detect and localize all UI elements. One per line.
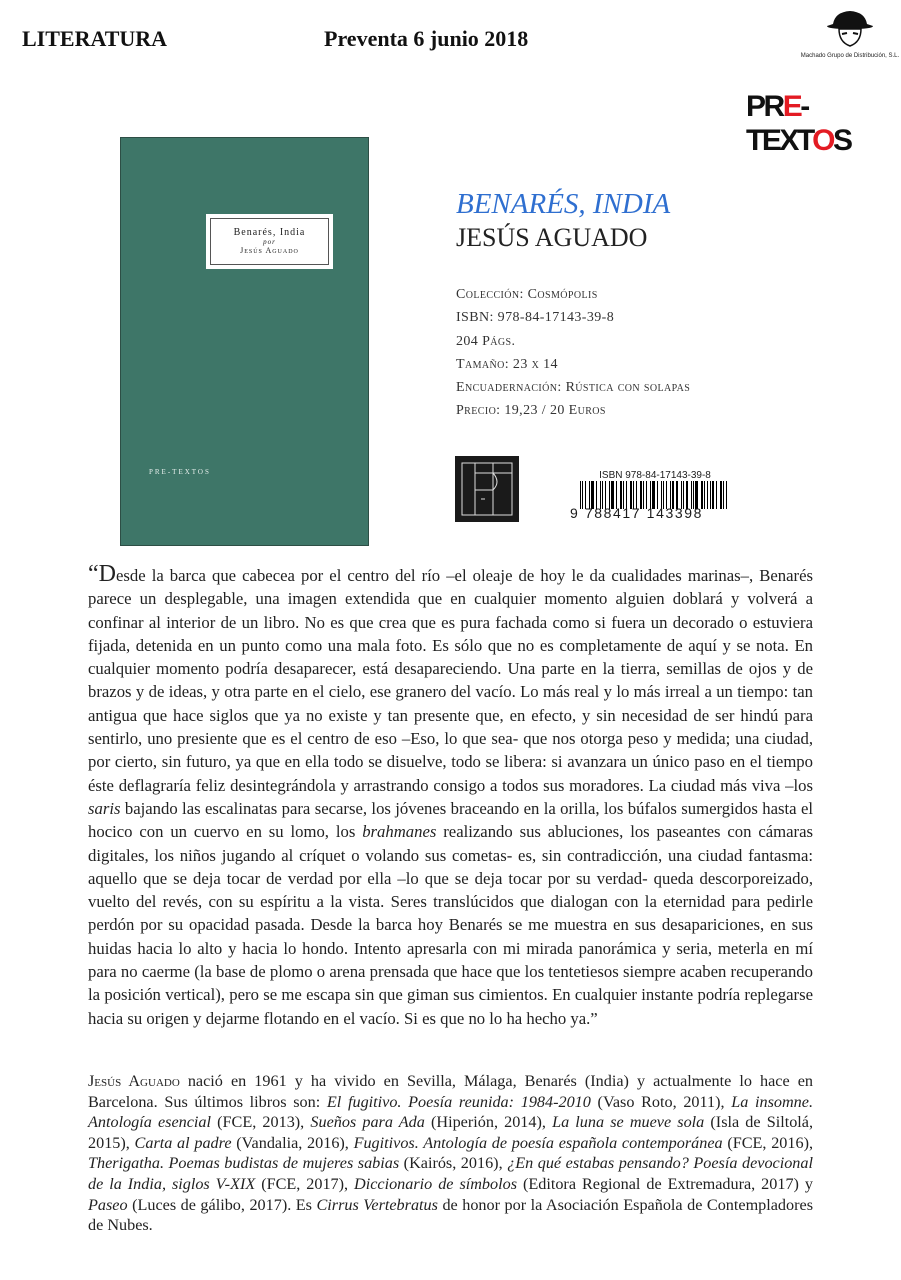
barcode-bar (716, 481, 717, 509)
bio-segment: (Isla de Siltolá, 2015), (88, 1113, 814, 1152)
price: Precio: 19,23 / 20 Euros (456, 403, 606, 419)
bio-segment: (Kairós, 2016), (399, 1154, 508, 1173)
bio-author-name: Jesús Aguado (88, 1072, 180, 1090)
bio-segment: nació en 1961 y ha vivido en Sevilla, Málaga, Benarés (India) y actualmente lo hace en Barcelona. Sus últimos libros son: (88, 1072, 813, 1111)
book-author: JESÚS AGUADO (456, 223, 648, 252)
collection: Colección: Cosmópolis (456, 287, 598, 302)
bio-segment: Diccionario de símbolos (354, 1174, 518, 1193)
book-meta (456, 283, 690, 423)
binding: Encuadernación: Rústica con solapas (456, 380, 691, 396)
bio-segment: de honor por la Asociación Española de Contempladores de Nubes. (88, 1195, 813, 1235)
barcode-bar (723, 481, 724, 509)
cover-title: Benarés, India (233, 227, 306, 238)
barcode-bar (726, 481, 727, 509)
barcode-digits: 9 788417 143398 (570, 505, 703, 521)
book-title: BENARÉS, INDIA (456, 188, 671, 220)
size: Tamaño: 23 x 14 (456, 356, 558, 372)
barcode-isbn: ISBN 978-84-17143-39-8 (599, 470, 711, 481)
cover-label (206, 214, 333, 269)
cover-author: Jesús Aguado (240, 246, 299, 255)
quote-segment: “D (88, 561, 116, 587)
bio-segment: (FCE, 2013), (211, 1113, 311, 1132)
bio-segment: Sueños para Ada (310, 1113, 425, 1132)
barcode-bar (710, 481, 711, 509)
bio-segment: La insomne. Antología esencial (88, 1092, 813, 1132)
barcode-bar (720, 481, 723, 509)
barcode-bar (712, 481, 714, 509)
pages: 204 Págs. (456, 333, 516, 349)
bio-segment: (Editora Regional de Extremadura, 2017) y (517, 1174, 813, 1193)
distributor-name: Machado Grupo de Distribución, S.L. (800, 53, 900, 59)
bio-segment: Carta al padre (134, 1133, 232, 1152)
bio-segment: Fugitivos. Antología de poesía española contemporánea (353, 1133, 723, 1152)
quote-segment: bajando las escalinatas para secarse, los jóvenes braceando en la orilla, los búfalos sumergidos hasta el hocico con un cuervo en su lomo, los (88, 798, 813, 842)
bio-segment: (Vaso Roto, 2011), (590, 1092, 732, 1111)
hat-man-icon (825, 6, 875, 48)
bio-segment: Paseo (88, 1195, 128, 1214)
quote-segment: realizando sus abluciones, los paseantes con cámaras digitales, los niños jugando al críquet o volando sus cometas- es, sin contradicción, una ciudad fantasma: aquello que se deja tocar de verdad por ella –lo que se deja tocar por su verdad- queda descorporeizado, vuelto del revés, con su espíritu a la vista. Seres translúcidos que dialogan con la eternidad para pedirle perdón por su opacidad pasada. Desde la barca hoy Benarés se me muestra en sus desapariciones, en sus huidas hacia lo alto y hacia lo hondo. Intento apresarla con mi mirada panorámica y seria, meterla en mí para no caerme (la base de plomo o arena prensada que hace que los tentetiesos siempre acaben recuperando la posición vertical), pero se me escapa sin que giman sus cimientos. En cualquier instante podría replegarse hacia su origen y dejarme flotando en el vacío. Si es que no lo ha hecho ya.” (88, 822, 813, 1028)
bio-segment: (Hiperión, 2014), (424, 1113, 553, 1132)
distributor-logo (800, 6, 900, 59)
quote-segment: esde la barca que cabecea por el centro del río –el oleaje de hoy le da cualidades marinas–, Benarés parece un desplegable, una imagen extendida que en cualquier momento alguien doblará y volverá a confinar al interior de un libro. No es que crea que es pura fachada como si fuera un decorado o estuviera fijada, detenida en un punto como una mala foto. Es sólo que no es completamente de aquí y se nota. En cualquier momento podría desaparecer, está desapareciendo. Una parte en la tierra, semillas de ojos y de brazos y de ideas, y otra parte en el cielo, ese granero del vacío. Lo más real y lo más irreal a un tiempo: tan antigua que hace siglos que ya no existe y tan presente que, en efecto, y sin necesidad de ser hindú para sentirlo, uno presiente que es el centro de eso –Eso, lo que sea- que nos otorga peso y medida; una ciudad, por cierto, sin futuro, ya que en ella todo se disuelve, todo se libera: si avanzara un único paso en el tiempo éste deflagraría feliz desintegrándola y arrastrando consigo a todos sus moradores. La ciudad más viva –los (88, 566, 813, 795)
section-label: LITERATURA (22, 26, 168, 51)
pretextos-emblem-icon (455, 456, 519, 522)
barcode-bar (707, 481, 708, 509)
barcode-bar (704, 481, 705, 509)
cover-por: por (263, 238, 276, 246)
author-bio (88, 1071, 813, 1236)
barcode (570, 470, 730, 521)
quote-segment: saris (88, 798, 121, 818)
bio-segment: El fugitivo. Poesía reunida: 1984-2010 (326, 1092, 591, 1111)
bio-segment: Therigatha. Poemas budistas de mujeres sabias (88, 1154, 400, 1173)
bio-segment: (Luces de gálibo, 2017). Es (127, 1195, 317, 1214)
cover-publisher: PRE-TEXTOS (149, 468, 211, 476)
book-info (456, 188, 690, 423)
bio-segment: La luna se mueve sola (552, 1113, 705, 1132)
bio-segment: (FCE, 2016), (722, 1133, 814, 1152)
presale-date: Preventa 6 junio 2018 (324, 26, 529, 51)
bio-segment: ¿En qué estabas pensando? Poesía devocional de la India, siglos V-XIX (88, 1154, 813, 1193)
isbn: ISBN: 978-84-17143-39-8 (456, 310, 615, 326)
quote-segment: brahmanes (362, 822, 437, 842)
publisher-logo: PRE-TEXTOS (746, 90, 851, 157)
excerpt-quote (88, 563, 813, 1030)
bio-segment: (FCE, 2017), (255, 1174, 355, 1193)
bio-segment: (Vandalia, 2016), (231, 1133, 354, 1152)
book-cover (120, 137, 369, 546)
bio-segment: Cirrus Vertebratus (316, 1195, 438, 1214)
